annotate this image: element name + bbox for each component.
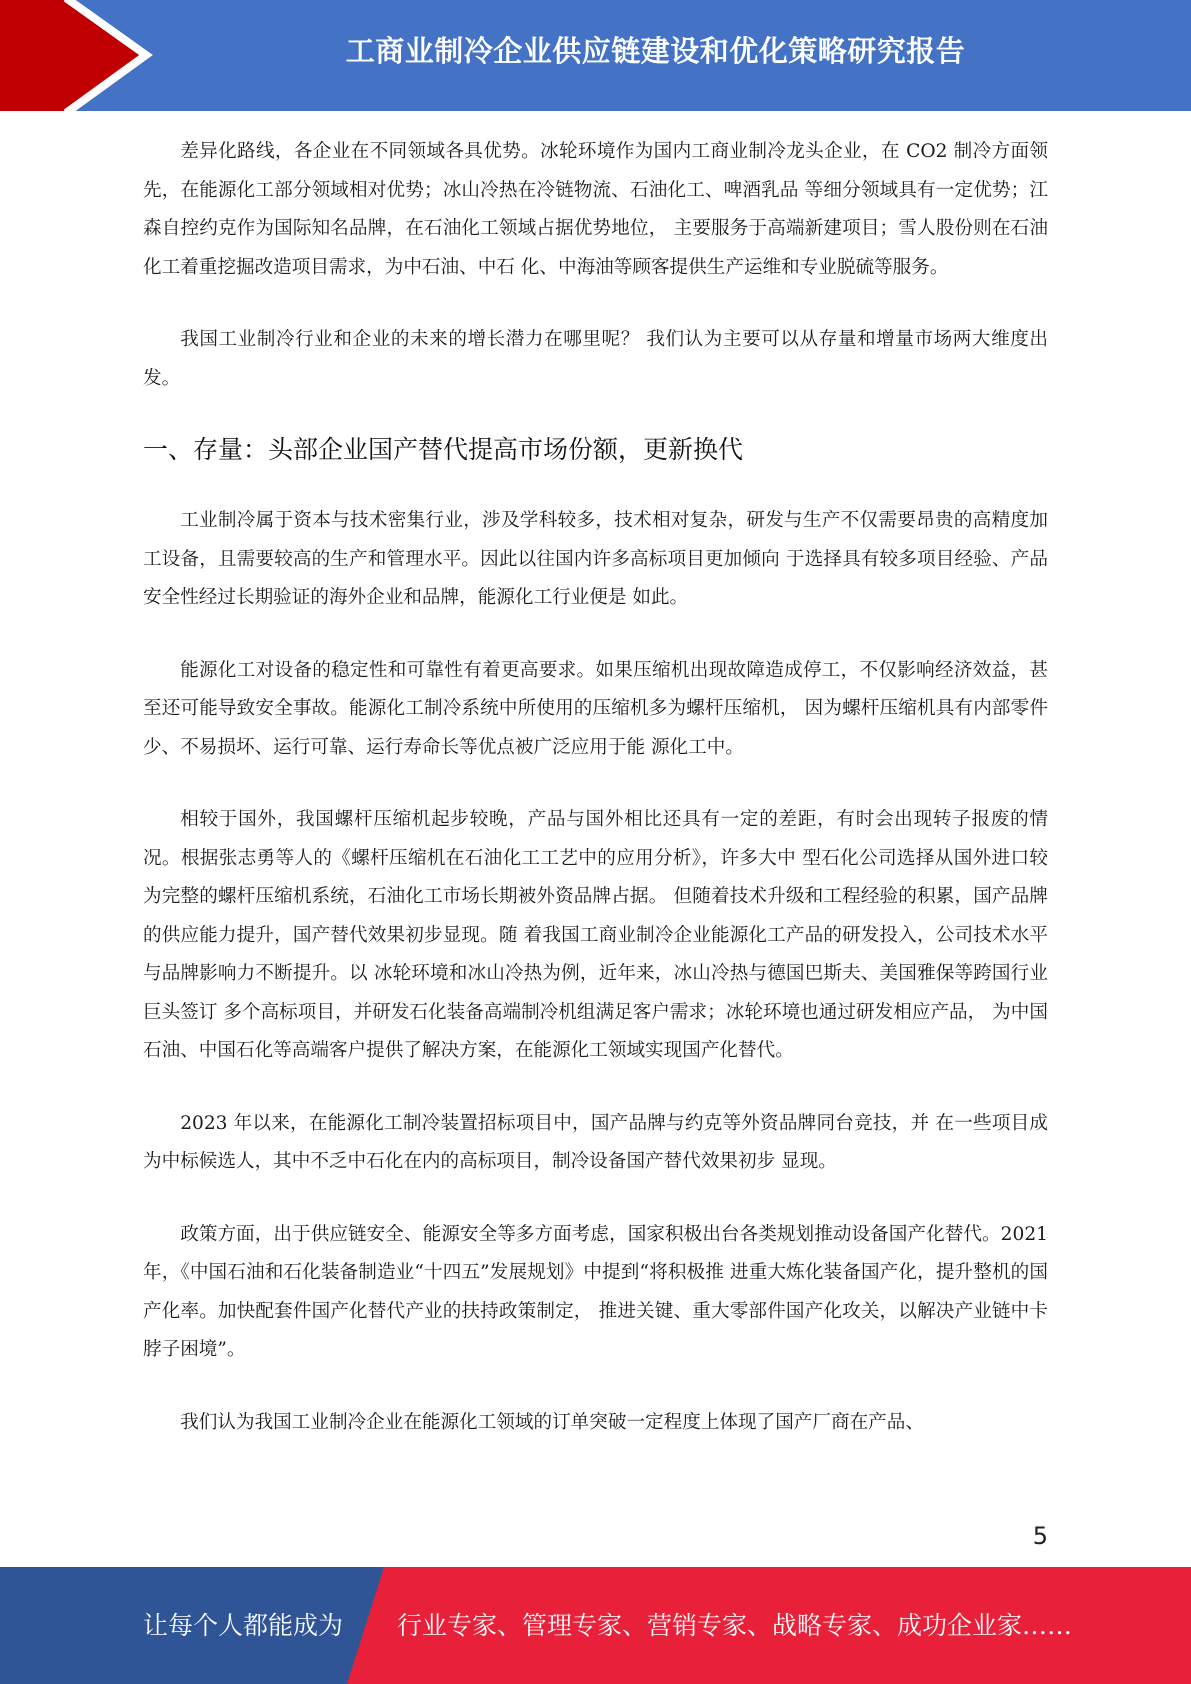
header-arrow-decoration [0,0,160,111]
paragraph: 工业制冷属于资本与技术密集行业，涉及学科较多，技术相对复杂，研发与生产不仅需要昂贵的高精度加工设备，且需要较高的生产和管理水平。因此以往国内许多高标项目更加倾向 于选择具有较多项目经验、产品安全性经过长期验证的海外企业和品牌，能源化工行业便是 如此。 [143,510,1048,608]
paragraph: 相较于国外，我国螺杆压缩机起步较晚，产品与国外相比还具有一定的差距，有时会出现转子报废的情况。根据张志勇等人的《螺杆压缩机在石油化工工艺中的应用分析》，许多大中 型石化公司选择从国外进口较为完整的螺杆压缩机系统，石油化工市场长期被外资品牌占据。 但随着技术升级和工程经验的积累，国产品牌的供应能力提升，国产替代效果初步显现。随 着我国工商业制冷企业能源化工产品的研发投入，公司技术水平与品牌影响力不断提升。以 冰轮环境和冰山冷热为例，近年来，冰山冷热与德国巴斯夫、美国雅保等跨国行业巨头签订 多个高标项目，并研发石化装备高端制冷机组满足客户需求；冰轮环境也通过研发相应产品， 为中国石油、中国石化等高端客户提供了解决方案，在能源化工领域实现国产化替代。 [143,809,1048,1061]
page-number: 5 [1032,1522,1048,1550]
footer-slogan-right: 行业专家、管理专家、营销专家、战略专家、成功企业家…… [397,1611,1073,1640]
paragraph: 我们认为我国工业制冷企业在能源化工领域的订单突破一定程度上体现了国产厂商在产品、 [180,1411,924,1433]
paragraph: 能源化工对设备的稳定性和可靠性有着更高要求。如果压缩机出现故障造成停工，不仅影响经济效益，甚至还可能导致安全事故。能源化工制冷系统中所使用的压缩机多为螺杆压缩机， 因为螺杆压缩机具有内部零件少、不易损坏、运行可靠、运行寿命长等优点被广泛应用于能 源化工中。 [143,659,1048,758]
paragraph: 我国工业制冷行业和企业的未来的增长潜力在哪里呢？ 我们认为主要可以从存量和增量市场两大维度出发。 [143,329,1048,389]
paragraph: 政策方面，出于供应链安全、能源安全等多方面考虑，国家积极出台各类规划推动设备国产化替代。2021 年，《中国石油和石化装备制造业“十四五”发展规划》中提到“将积极推 进重大炼化装备国产化，提升整机的国产化率。加快配套件国产化替代产业的扶持政策制定， 推进关键、重大零部件国产化攻关，以解决产业链中卡脖子困境”。 [143,1223,1048,1360]
page-header [0,0,1191,111]
report-title: 工商业制冷企业供应链建设和优化策略研究报告 [345,34,966,68]
paragraph: 差异化路线，各企业在不同领域各具优势。冰轮环境作为国内工商业制冷龙头企业，在 CO2 制冷方面领先，在能源化工部分领域相对优势；冰山冷热在冷链物流、石油化工、啤酒乳品 等细分领域具有一定优势；江森自控约克作为国际知名品牌，在石油化工领域占据优势地位， 主要服务于高端新建项目；雪人股份则在石油化工着重挖掘改造项目需求，为中石油、中石 化、中海油等顾客提供生产运维和专业脱硫等服务。 [143,141,1048,278]
page-footer [0,1567,1191,1684]
footer-slogan-left: 让每个人都能成为 [143,1611,344,1640]
paragraph: 2023 年以来，在能源化工制冷装置招标项目中，国产品牌与约克等外资品牌同台竞技，并 在一些项目成为中标候选人，其中不乏中石化在内的高标项目，制冷设备国产替代效果初步 显现。 [143,1112,1048,1172]
page-content [143,133,1048,1476]
section-heading: 一、存量：头部企业国产替代提高市场份额，更新换代 [143,435,744,464]
